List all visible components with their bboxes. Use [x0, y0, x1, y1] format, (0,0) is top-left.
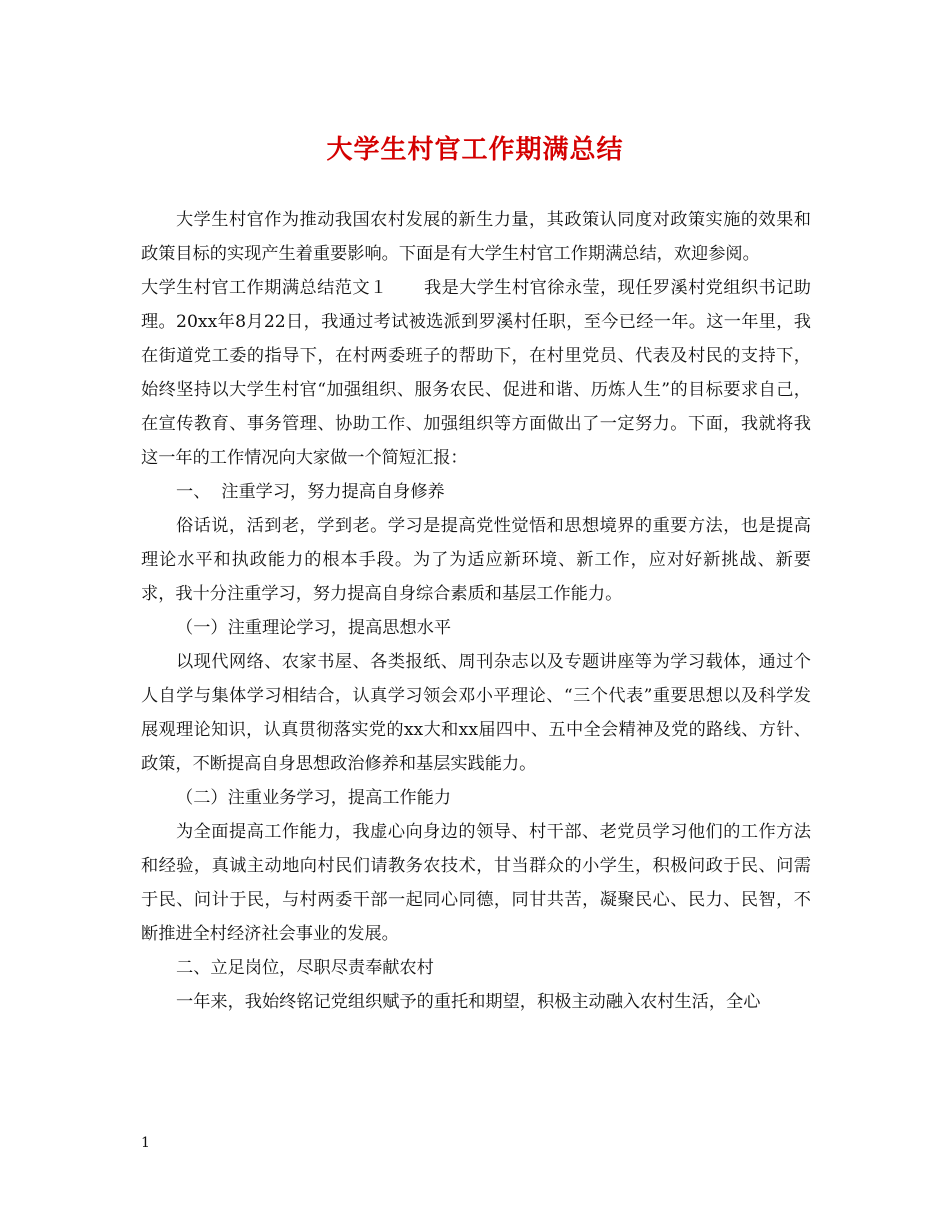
subsection-heading-1a: （一）注重理论学习，提高思想水平 [176, 618, 452, 638]
subsection-1b-paragraph: 为全面提高工作能力，我虚心向身边的领导、村干部、老党员学习他们的工作方法和经验，真诚主动地向村民们请教务农技术，甘当群众的小学生，积极问政于民、问需于民、问计于民，与村两委干部一起同心同德，同甘共苦，凝聚民心、民力、民智，不断推进全村经济社会事业的发展。 [141, 822, 811, 944]
document-title: 大学生村官工作期满总结 [326, 135, 624, 165]
intro-paragraph: 大学生村官作为推动我国农村发展的新生力量，其政策认同度对政策实施的效果和政策目标的实现产生着重要影响。下面是有大学生村官工作期满总结，欢迎参阅。 [141, 210, 811, 264]
section-heading-1: 一、 注重学习，努力提高自身修养 [176, 482, 445, 502]
sample-text: 我是大学生村官徐永莹，现任罗溪村党组织书记助理。20xx年8月22日，我通过考试被选派到罗溪村任职，至今已经一年。这一年里，我在街道党工委的指导下，在村两委班子的帮助下，在村里党员、代表及村民的支持下，始终坚持以大学生村官“加强组织、服务农民、促进和谐、历炼人生”的目标要求自己，在宣传教育、事务管理、协助工作、加强组织等方面做出了一定努力。下面，我就将我这一年的工作情况向大家做一个简短汇报： [141, 278, 811, 468]
sample-label: 大学生村官工作期满总结范文１ [141, 278, 388, 298]
section-2-paragraph: 一年来，我始终铭记党组织赋予的重托和期望，积极主动融入农村生活，全心 [176, 992, 761, 1012]
document-body [141, 203, 811, 1019]
section-heading-2: 二、立足岗位，尽职尽责奉献农村 [176, 958, 434, 978]
section-1-paragraph: 俗话说，活到老，学到老。学习是提高党性觉悟和思想境界的重要方法，也是提高理论水平和执政能力的根本手段。为了为适应新环境、新工作，应对好新挑战、新要求，我十分注重学习，努力提高自身综合素质和基层工作能力。 [141, 516, 811, 604]
subsection-heading-1b: （二）注重业务学习，提高工作能力 [176, 788, 452, 808]
sample-paragraph [141, 271, 811, 475]
subsection-1a-paragraph: 以现代网络、农家书屋、各类报纸、周刊杂志以及专题讲座等为学习载体，通过个人自学与集体学习相结合，认真学习领会邓小平理论、“三个代表”重要思想以及科学发展观理论知识，认真贯彻落实党的xx大和xx届四中、五中全会精神及党的路线、方针、政策，不断提高自身思想政治修养和基层实践能力。 [141, 652, 811, 774]
page-number: 1 [141, 1135, 150, 1151]
